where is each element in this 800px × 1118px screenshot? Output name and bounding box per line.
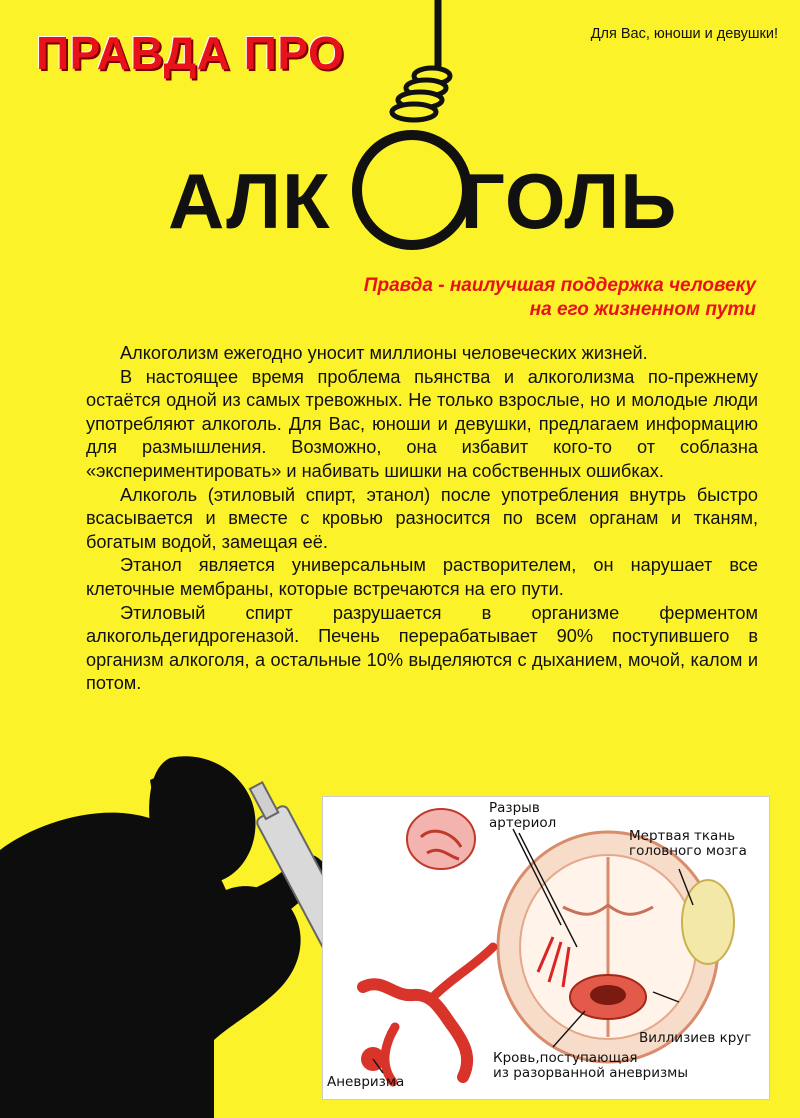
paragraph: Этиловый спирт разрушается в организме ферментом алкогольдегидрогеназой. Печень перерабатывает 90% поступившего в организм алкоголя, а остальные 10% выделяются с дыханием, мочой, калом и потом. <box>86 602 758 694</box>
headline-main <box>168 157 678 245</box>
article-body <box>86 342 758 696</box>
label-dead-tissue: Мертвая ткань головного мозга <box>629 828 747 859</box>
label-willis-circle: Виллизиев круг <box>639 1030 752 1046</box>
paragraph: Этанол является универсальным растворителем, он нарушает все клеточные мембраны, которые встречаются на его пути. <box>86 555 758 599</box>
headline-top: ПРАВДА ПРО <box>36 27 345 79</box>
paragraph: Алкоголизм ежегодно уносит миллионы человеческих жизней. <box>120 343 648 363</box>
paragraph: В настоящее время проблема пьянства и алкоголизма по-прежнему остаётся одной из самых тревожных. Не только взрослые, но и молодые люди употребляют алкоголь. Для Вас, юноши и девушки, предлагаем информацию для размышления. Возможно, она избавит кого-то от соблазна «экспериментировать» и набивать шишки на собственных ошибках. <box>86 366 758 481</box>
arteriole-rupture-icon <box>407 809 475 869</box>
tagline: Для Вас, юноши и девушки! <box>590 26 778 42</box>
label-rupture: Разрыв артериол <box>489 800 557 831</box>
drinking-man-silhouette <box>0 740 330 1118</box>
brain-diagram <box>322 796 770 1100</box>
headline-main-left: АЛК <box>168 157 331 245</box>
slogan-line-2: на его жизненном пути <box>529 299 756 320</box>
paragraph: Алкоголь (этиловый спирт, этанол) после употребления внутрь быстро всасывается и вместе с кровью разносится по всем органам и тканям, богатым водой, замещая её. <box>86 484 758 552</box>
slogan-line-1: Правда - наилучшая поддержка человеку <box>363 275 756 296</box>
headline-main-right: ГОЛЬ <box>460 157 678 245</box>
label-aneurysm: Аневризма <box>327 1074 405 1090</box>
slogan <box>364 274 756 322</box>
label-blood: Кровь,поступающая из разорванной аневризмы <box>493 1050 689 1081</box>
